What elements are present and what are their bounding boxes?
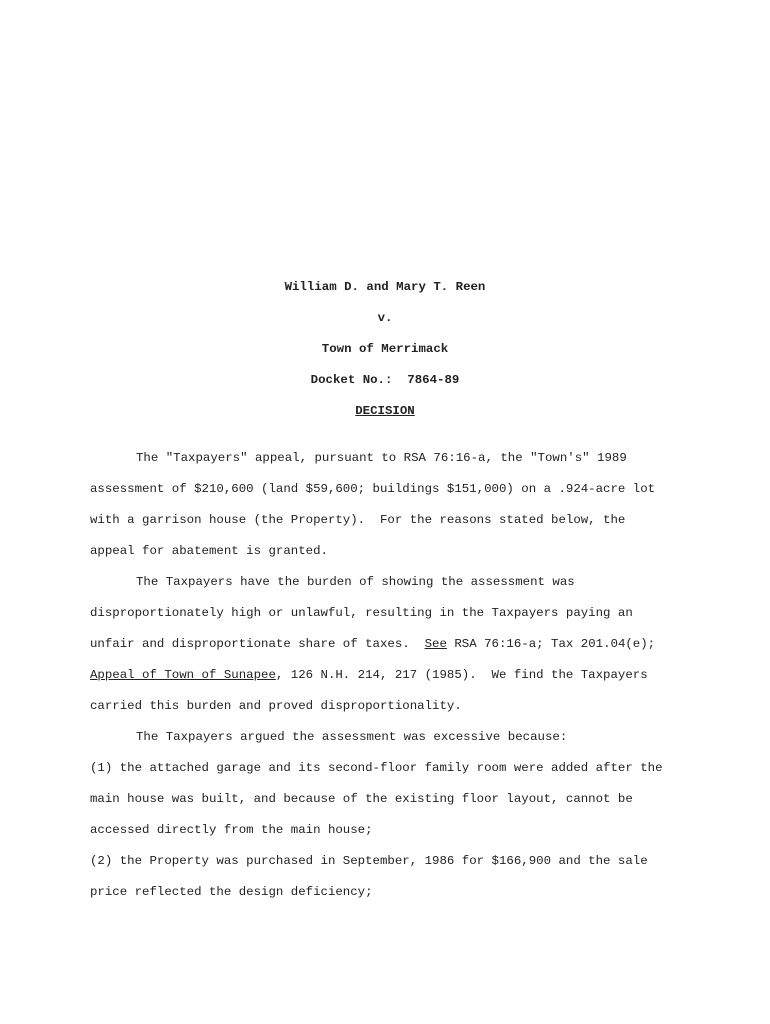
paragraph-2-line-3-text-a: unfair and disproportionate share of taxes. [90,637,425,651]
paragraph-2-line-5: carried this burden and proved disproportionality. [90,699,462,713]
item-1-line-3: accessed directly from the main house; [90,823,373,837]
item-1-line-2: main house was built, and because of the existing floor layout, cannot be [90,792,633,806]
paragraph-2-line-3-text-b: RSA 76:16-a; Tax 201.04(e); [446,637,656,651]
paragraph-2-line-4 [90,668,648,682]
paragraph-2-line-1: The Taxpayers have the burden of showing the assessment was [136,575,575,589]
caption-parties-town: Town of Merrimack [321,342,449,356]
item-2-line-1: (2) the Property was purchased in September, 1986 for $166,900 and the sale [90,854,648,868]
caption-docket-number: Docket No.: 7864-89 [310,373,460,387]
paragraph-2-line-2: disproportionately high or unlawful, resulting in the Taxpayers paying an [90,606,633,620]
item-2-line-2: price reflected the design deficiency; [90,885,373,899]
paragraph-1-line-4: appeal for abatement is granted. [90,544,328,558]
item-1-line-1: (1) the attached garage and its second-floor family room were added after the [90,761,663,775]
case-citation: Appeal of Town of Sunapee [90,668,276,682]
paragraph-1-line-2: assessment of $210,600 (land $59,600; buildings $151,000) on a .924-acre lot [90,482,656,496]
paragraph-2-line-4-text: , 126 N.H. 214, 217 (1985). We find the Taxpayers [275,668,648,682]
paragraph-2-line-3 [90,637,655,651]
see-signal: See [424,637,447,651]
caption-parties-taxpayers: William D. and Mary T. Reen [284,280,486,294]
caption-versus: v. [377,311,393,325]
paragraph-1-line-1: The "Taxpayers" appeal, pursuant to RSA 76:16-a, the "Town's" 1989 [136,451,627,465]
paragraph-1-line-3: with a garrison house (the Property). For the reasons stated below, the [90,513,626,527]
decision-heading: DECISION [355,404,415,418]
paragraph-3-line-1: The Taxpayers argued the assessment was excessive because: [136,730,568,744]
